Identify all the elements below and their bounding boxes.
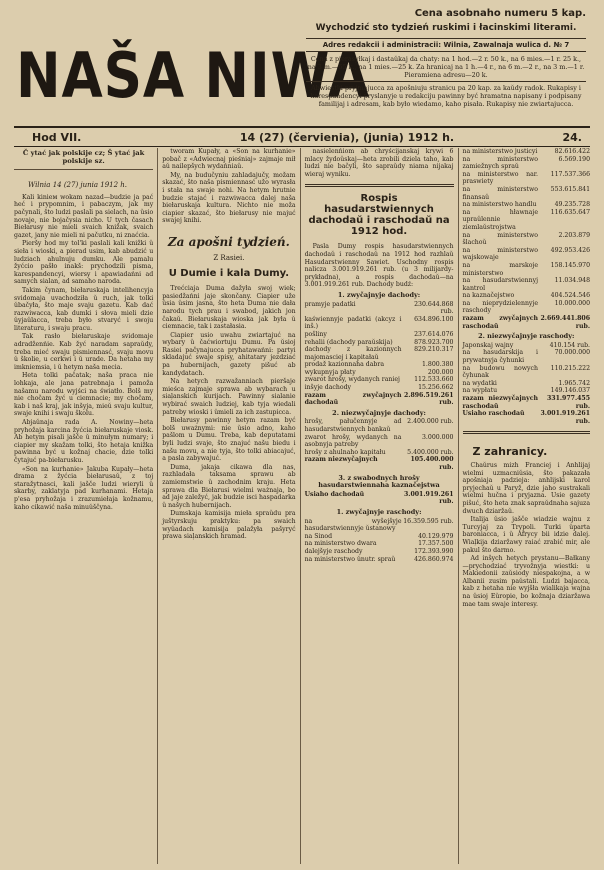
paragraph: Dumskaja kamisija mieła spraŭdu pra juštyrskuju praktyku: pa swaich wyŭadach kamisija palažyła pašyryć prawa siaļanskich hramad. (162, 510, 296, 541)
budget-row-label: zwarot hrošy, wydanych raniej (304, 376, 400, 384)
budget-row-label: na ministerstwo justicyi (462, 148, 538, 155)
paragraph: Heta tolki pačatak; naša praca nie lohkaja, ale jana patrebnaja i pamoža našamu narodu wyjści na światło. Bolš my nie chočam žyć u ciemnacie; my chočam, kab i naš kraj, jak inšyja, mieŭ svaju kultur, swaje knihi i swaju školu. (14, 372, 154, 418)
budget-row (305, 434, 454, 449)
masthead-info (306, 24, 586, 108)
budget-row-amount: 15.256.662 (418, 384, 454, 392)
budget-row (463, 148, 591, 156)
budget-row (305, 384, 454, 392)
budget-row (463, 387, 591, 395)
pronunciation-note: Č ytać jak polskije cz; Š ytać jak polskije sz. (22, 149, 145, 165)
budget-row-amount: 237.614.076 (414, 330, 454, 338)
budget-row (463, 247, 591, 262)
budget-row-label: na ministerstwo finansaŭ (462, 185, 539, 201)
budget-row (463, 209, 591, 232)
budget-row-amount: 172.393.990 (414, 547, 454, 555)
budget-row (305, 556, 454, 564)
budget-total: razam niezwyčajnych 105.400.000 rub. (304, 456, 454, 471)
budget-row-amount: 40.129.979 (418, 532, 454, 540)
paragraph: Biełarusy pawinny hetym razam być bolš uważnymi: nie ŭsio adno, kaho pašlom u Dumu. Treba, kab deputatami byli ludzi svaje, što znajuć našu biedu i našu movu, a nie tyja, što tolki abiacajuć, a pasla zabywajuć. (162, 417, 296, 463)
budget-section: 1. zwyčajnyje raschody: (336, 507, 422, 516)
masthead-slogan: Wychodzić sto tydzień ruskimi i łacinskimi literami. (315, 23, 577, 33)
budget-row-label: na hasudarskija i prywatnyja čyhunki (462, 349, 539, 365)
budget-row-amount: 158.145.970 (550, 261, 591, 269)
budget-row-amount: 1.800.380 (422, 361, 454, 369)
paragraph: Takim čynam, biełaruskaja intelihencyja svidomaja uvachodziła ŭ ruch, jak tolki ŭbačyła, što maje svaju gazetu. Kab dać razwiwacca, kab dumki i słova mieli dzie ŭyjaŭlacca, treba było stvaryć i swoju literaturu, i swaju praсu. (14, 286, 154, 332)
budget-row-label: hrošy, pałučennyje ad hasudarstwiennych bankaŭ (304, 418, 402, 434)
budget-row-amount: 404.524.546 (550, 292, 591, 300)
budget-row-amount: 11.034.948 (554, 277, 591, 285)
budget-row-amount: 2.203.879 (558, 231, 591, 239)
column-4 (458, 148, 591, 864)
budget-row (463, 186, 591, 201)
budget-row-label: na ministerstwo šlachoŭ (462, 231, 539, 247)
issue-year: Hod VII. (32, 130, 82, 144)
budget-table-extra (305, 418, 454, 456)
budget-row (463, 201, 591, 209)
paragraph: Tak rasło biełaruskaje svidomaje adradženńie. Kab žyć naradam sapraŭdy, treba mieć swaju pismiennasć, svaju movu ŭ školie, u cerkwi i ŭ urade. Da hetaha my imkniemsia, i ŭ hetym naša mecia. (14, 333, 154, 371)
paragraph: My, na budučyniu zahladajučy, možam skazać, što naša pismiennasć užo wyrasła i stała na swaje nohi. Na hetym hrutnie budzie stajać i razwiwacca dalej naša biełaruskaja kultura. Nichto nie moža ciapier skazać, što biełarusy nie majuć swajej knihi. (162, 171, 296, 225)
masthead-address: Adres redakcii i administracii: Wilnia, Zawalnaja wulica d. № 7 (306, 38, 586, 52)
section-subhead: Z Rasiei. (213, 253, 245, 262)
article-title-budget: Rospis hasudarstwiennych dachodaŭ i raschodaŭ na 1912 hod. (308, 193, 450, 238)
budget-row-label: rehalii (dachody paraŭskija) (304, 338, 393, 346)
budget-row (305, 301, 454, 316)
masthead-title: NAŠA NIWA (16, 39, 371, 112)
budget-row (305, 540, 454, 548)
budget-row-label: na wyšejšyje hasudarstwiennyje ŭstanowy (304, 517, 402, 533)
budget-table-expenses-cont (463, 148, 591, 315)
budget-row-label: na marskoje ministerstwo (462, 261, 539, 277)
budget-row (463, 342, 591, 350)
paragraph: «Son na kurhanie» Jakuba Kupały—heta drama z žyćcia biełarusaŭ, z toj staražytnasci, kali jašče ludzi wieryli ŭ skarby, zaklatyja pad kurhanami. Hetaja p'esa pryhožaja i zrazumiełaja kožnamu, kaho cikawić naša minuŭščyna. (14, 465, 154, 511)
budget-row (463, 365, 591, 380)
budget-row-amount: 149.146.037 (550, 387, 591, 395)
budget-row-amount: 49.235.728 (554, 201, 591, 209)
issue-price: Cena asobnaho numeru 5 kap. (414, 8, 586, 19)
budget-row-amount: 230.644.868 rub. (414, 300, 454, 316)
masthead (14, 6, 590, 146)
budget-row (463, 300, 591, 315)
budget-row-amount: 492.953.426 (550, 246, 591, 254)
budget-row-amount: 112.533.660 (414, 376, 454, 384)
paragraph: Na hetych razwažanniach pieršaje mieśca zajmaje sprawa ab wybarach u siaļanskich kurijach. Pawinny sialanie wybirać swaich ludziej, kab tyja wiedali patreby wioski i ŭmieli za ich zastupicca. (162, 378, 296, 416)
budget-row (305, 548, 454, 556)
budget-row-label: na ministerstwo nar. praswiety (462, 170, 539, 186)
budget-table-extra-expenses (463, 342, 591, 395)
budget-row (463, 380, 591, 388)
article-title-duma: U Dumie i kala Dumy. (168, 268, 290, 280)
budget-row-label: Japonskaj wajny (462, 341, 514, 349)
budget-table-income (305, 301, 454, 392)
issue-date: 14 (27) (červienia), (junia) 1912 h. (239, 130, 455, 144)
budget-row-amount: 70.000.000 (554, 349, 591, 357)
budget-row-label: na wypłatu (462, 387, 498, 395)
budget-row (305, 361, 454, 369)
paragraph: Italija ŭsio jašče wiadzie wajnu z Turcyjaj za Trypoli. Turki ŭparta baroniacca, i ŭ Afrycy bii idzie dalej. Wiaļkija dziaržawy raiać zrabić mir, ale pakul što darmo. (462, 516, 591, 554)
column-1 (14, 148, 157, 864)
budget-row-amount: 10.000.000 (554, 299, 591, 307)
subscription-rates: Cena z pierasyłkaj i dastaŭkaj da chaty: na 1 hod.—2 r. 50 k., na 6 mies.—1 r. 25 k., na 3 m.—65 k., na 1 mies.—25 k. Za hranicaj na 1 h.—4 r., na 6 m.—2 r., na 3 m.—1 r. Pieramiena adresu—20 k. (306, 55, 586, 82)
editorial-notes: Abwiestki pryjmajucca za apošniuju stranicu pa 20 kap. za kaŭdy radok. Rukapisy i karespandencyi pryslanyje u redakciju pawinny być hramatna napisany i podpisany familijaj i adresam, kab było wiedamo, kaho pisała. Rukapisy nie zwiartajucca. (310, 84, 582, 108)
budget-row-label: wykupnyja płaty (304, 368, 356, 376)
budget-section: 3. z swabodnych hrošy hasudarstwiennaha kaznačejstwa (318, 473, 440, 490)
budget-grand-total: Usiaho raschodaŭ 3.001.919.261 rub. (462, 410, 591, 425)
paragraph: Pasla Dumy rospis hasudarstwiennych dachodaŭ i raschodaŭ na 1912 hod razhlaŭ Hasudarstwienny Sawiet. Uschodny rospis nalicza 3.001.919.261 rub. (u 3 milijardy-prykładna), a rospis dachodaŭ—na 3.001.919.261 rub. Dachody budź: (304, 243, 454, 289)
budget-row-amount: 116.635.647 (550, 208, 591, 216)
budget-row-amount: 6.569.190 (558, 155, 591, 163)
budget-row-label: na ministerstwo zamiežnych spraŭ (462, 155, 539, 171)
paragraph: Kali kinieм wokam nazad—budzie ja pać heć i prypomnim, i pabaczym, jak my pačynali, što ludzi paslali pa sielach, na ŭsio novaje, nie bojačysia nicho. U tych časach Biełarusy nie mieli svaich knižak, svaich gazet, jany nie mieli ni pačutku, ni znaćcia. (14, 193, 154, 239)
budget-row (305, 346, 454, 361)
section-title-last-week: Za apošni tydzień. (167, 234, 290, 249)
issue-number: 24. (562, 130, 582, 144)
budget-row (305, 518, 454, 533)
paragraph: nasielenńiom ab chryścijanskaj krywi 6 mlacy žydoŭskaj—heta zrobili dziela taho, kab ludzi nie bačyli, što sapraŭdy niama nijakaj wieraj wyniku. (304, 148, 454, 178)
budget-row-amount: 82.616.422 (554, 148, 591, 155)
budget-section: 2. niezwyčajnyje dachody: (332, 408, 426, 417)
column-2 (157, 148, 299, 864)
budget-row (463, 349, 591, 364)
budget-row (305, 339, 454, 347)
budget-row-label: na hasudarstwiennyj kantrol (462, 277, 539, 292)
budget-row-label: prodaž kazionnaha dabra (304, 361, 385, 369)
paragraph: tworam Kupały, a «Son na kurhanie» pobač z «Adwiecnaj pieśniaj» zajmaje mił aŭ nailepšych wydańniaŭ. (162, 148, 296, 171)
budget-row-label: inšyje dachody (304, 384, 352, 392)
budget-row (463, 292, 591, 300)
budget-row-amount: 2.400.000 rub. (407, 418, 454, 426)
columns (14, 148, 590, 864)
budget-row-label: hrošy z ahulnaho kapitału (304, 448, 386, 456)
budget-table-expenses (305, 518, 454, 564)
budget-row-amount: 5.400.000 rub. (407, 448, 454, 456)
paragraph: Duma, jakaja cikawa dla nas, razhladała taksama sprawu ab zamiemstwie ŭ zachodnim kraju. Heta sprawa dla Biełarusi wielmi ważnaja, bo ad jaje zaležyć, jak budzie isci haspadarka ŭ našych hubernijach. (162, 463, 296, 509)
budget-row-amount: 829.210.317 (414, 346, 454, 354)
budget-row-label: na ministerstwo dwara (304, 540, 377, 548)
budget-total: razam zwyčajnych dachodaŭ 2.896.519.261 rub. (304, 391, 454, 407)
budget-row-label: dachody z kazionnych majomasciej i kapitałaŭ (304, 346, 402, 361)
budget-row-label: na Sinod (304, 532, 333, 540)
budget-section: 2. niezwyčajnyje raschody: (478, 332, 575, 341)
budget-row (305, 369, 454, 377)
budget-row-amount: 426.860.974 (414, 555, 454, 563)
budget-row (463, 232, 591, 247)
paragraph: Ciapier usio uwahu zwiartajuć na wybary ŭ čaćwiortuju Dumu. Pa ŭsioj Rasiei pačynajucca pryhatawańni: partyi skladajuć swaje spisy, ahitatary jezdziać pa hubernijach, gazety pišuć ab kandydatach. (162, 331, 296, 377)
budget-row-label: zwarot hrošy, wydanych na asobnyja patreby (304, 433, 402, 449)
budget-row-label: na budowu nowych čyhunak (462, 364, 539, 380)
budget-row (463, 171, 591, 186)
budget-row-label: na ministerstwo ŭnutr. spraŭ (304, 555, 396, 563)
budget-row-amount: 110.215.222 (550, 364, 591, 372)
budget-row-amount: 3.000.000 (422, 433, 454, 441)
paragraph: Abjaŭnaja rada A. Nowiny—heta pryhožaja karcina žyćcia biełaruskaje viosk. Ab hetym pisali jašče ŭ minułym numary; i ciapier my skažam tolki, što hetaja knižka pawinna być u kožnaj chacie, dzie tolki čytajuć pa-biełarusku. (14, 419, 154, 464)
budget-row (463, 156, 591, 171)
budget-row-amount: 410.154 rub. (549, 341, 591, 349)
budget-total: razam zwyčajnych raschodaŭ 2.669.441.806 rub. (462, 315, 591, 330)
paragraph: Trećciaja Duma dažyła swoj wiek; pasiedžańni jaje skončany. Ciapier uže ŭsia ŭsim jasna, što heta Duma nie dała narodu tych prau i swabod, jakich jon čakaŭ. Biełaruskaja wioska jak była ŭ ciemnacie, tak i zastałasia. (162, 285, 296, 331)
budget-total: razam niezwyčajnych raschodaŭ 331.977.455 rub. (462, 395, 591, 410)
budget-row-label: na hławnaje upraŭlennie ziemlaŭstrojstwa (462, 208, 539, 231)
budget-row-amount: 200.000 (427, 368, 454, 376)
budget-row-label: na wydatki (462, 379, 497, 387)
budget-row (305, 331, 454, 339)
paragraph: Chaŭrus mizh Franciej i Anhlijaj wielmi uzmacniŭsia, što pakazała apošniaja padzieja: anhlijski karol pryjechaŭ u Paryž, dzie jaho sustrakali wielmi hučna i pryjazna. Usie gazety pišuć, što heta znak sapraŭdnaha sajuza dwuch dziaržaŭ. (462, 461, 591, 515)
budget-row (463, 262, 591, 277)
budget-row (305, 376, 454, 384)
budget-row-label: pramyje padatki (304, 300, 356, 308)
paragraph: Pieršy hod my tol'ki paslali kali knižki ŭ sieła i wioski, a pierad usim, kab abudzić u ludziach ahulnuju dumku. Ale pamalu žyćcio pašło inakš: prychodzili pisma, karespandencyi, wiersy i apawiadańni ad samych sialan, ad samaho naroda. (14, 240, 154, 286)
budget-row-amount: 878.923.700 (414, 338, 454, 346)
budget-row-amount: 16.359.595 rub. (403, 517, 454, 525)
budget-row (305, 533, 454, 541)
budget-row-label: na nieprydzielennyje raschody (462, 299, 539, 315)
budget-row-label: kaświennyje padatki (akcyz i inš.) (304, 315, 402, 331)
section-title-abroad: Z zahranicy. (472, 445, 548, 459)
budget-row-label: na kaznačejstwo (462, 292, 515, 300)
budget-row (305, 418, 454, 433)
budget-row-amount: 1.965.742 (558, 379, 591, 387)
budget-row (463, 277, 591, 292)
column-3 (300, 148, 458, 864)
budget-section: 1. zwyčajnyje dachody: (337, 290, 421, 299)
budget-row-amount: 17.357.500 (418, 540, 454, 548)
issue-bar (14, 126, 590, 147)
budget-row (305, 316, 454, 331)
budget-row-amount: 634.896.100 (414, 315, 454, 323)
budget-row-label: na ministerstwo wajskowaje (462, 246, 539, 262)
budget-row-amount: 553.615.841 (550, 185, 591, 193)
dateline: Wilnia 14 (27) junia 1912 h. (28, 181, 128, 190)
budget-row-label: na ministerstwo handlu (462, 201, 537, 209)
budget-row-label: dalejšyje raschody (304, 547, 363, 555)
budget-row-amount: 117.537.366 (550, 170, 591, 178)
budget-total: Usiaho dachodaŭ 3.001.919.261 rub. (304, 490, 454, 506)
budget-row-label: pošliny (304, 330, 327, 338)
budget-row (305, 449, 454, 457)
paragraph: Ad inšych hetych prystanu—Bałkany—prychodziać tryvožnyja wiestki: u Makiedonii zaŭsiody niespakojna, a w Albanii zusim paŭstali. Ludzi bajacca, kab z hetaha nie wyjšła wialikaja wajna na ŭsioj Eŭropie, bo kožnaja dziaržawa mae tam swaje interesy. (462, 555, 591, 608)
